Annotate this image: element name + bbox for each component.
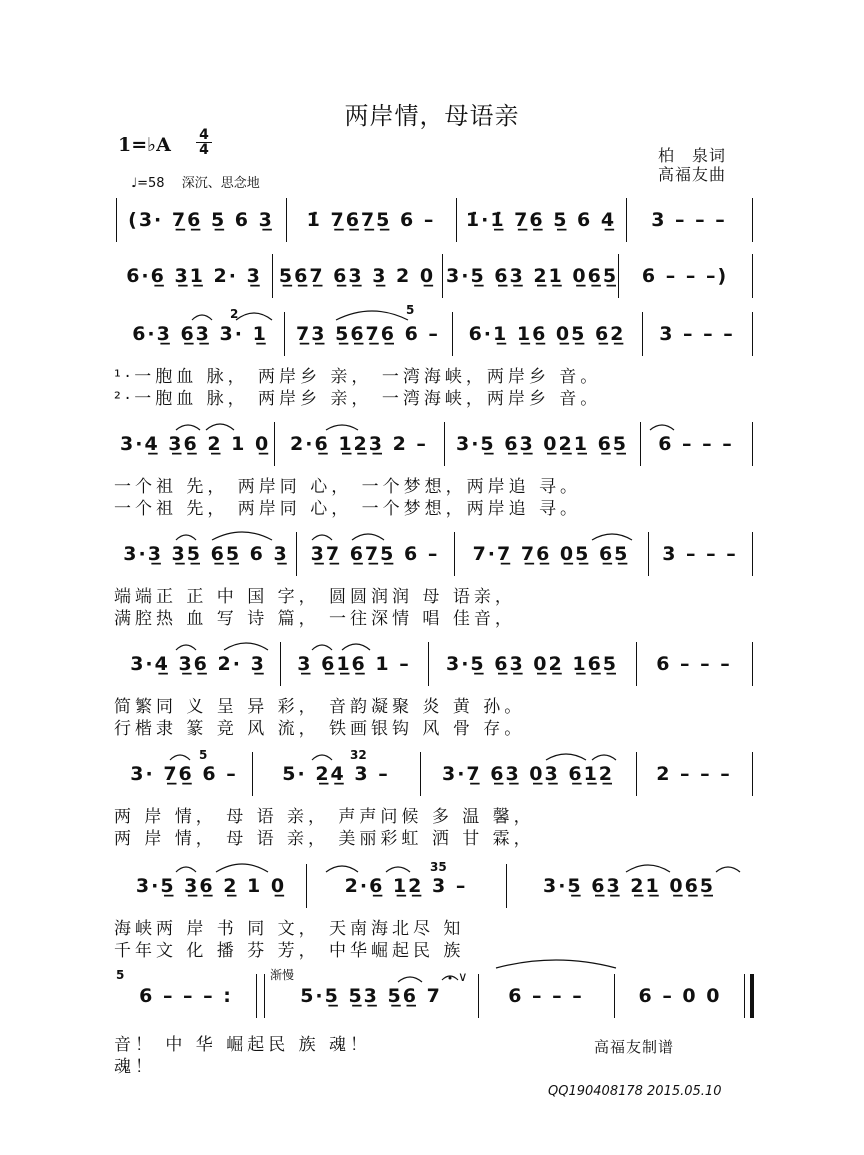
score-maker: 高福友制谱 bbox=[594, 1038, 675, 1056]
measure-5-4: 3 – – – bbox=[662, 543, 738, 565]
slur bbox=[224, 643, 268, 650]
measure-6-3: 3·5̲ 6̲3̲ 0̲2̲ 1̲6̲5̲ bbox=[445, 653, 619, 675]
barline bbox=[752, 312, 753, 356]
slur bbox=[216, 864, 268, 872]
slur bbox=[626, 865, 670, 872]
system-1 bbox=[116, 206, 752, 234]
measure-8-1: 3·5̲ 3̲6̲ 2̲ 1 0̲ bbox=[135, 875, 287, 897]
measure-9-3: 6 – – – bbox=[508, 985, 584, 1007]
lyric-line: 两 岸 情， 母 语 亲， 声声问候 多 温 馨， bbox=[114, 807, 535, 827]
measure-1-4: 3 – – – bbox=[651, 209, 727, 231]
measure-4-2: 2·6̲ 1̲2̲3̲ 2 – bbox=[290, 433, 428, 455]
barline bbox=[752, 532, 753, 576]
fermata-arc bbox=[442, 976, 458, 980]
slur bbox=[236, 313, 272, 320]
measure-3-3: 6·1̲ 1̲6̲ 0̲5̲ 6̲2̲ bbox=[468, 323, 626, 345]
measure-8-3: 3·5̲ 6̲3̲ 2̲1̲ 0̲6̲5̲ bbox=[542, 875, 716, 897]
grace-note-mark: 5 bbox=[406, 303, 415, 317]
measure-6-1: 3·4̲ 3̲6̲ 2· 3̲ bbox=[130, 653, 266, 675]
lyric-line: ²·一胞血 脉， 两岸乡 亲， 一湾海峡，两岸乡 音。 bbox=[114, 389, 602, 409]
measure-6-4: 6 – – – bbox=[656, 653, 732, 675]
measure-2-1: 6·6̲ 3̲1̲ 2· 3̲ bbox=[126, 265, 262, 287]
system-4 bbox=[116, 430, 752, 458]
system-5 bbox=[116, 540, 752, 568]
lyric-line: 一个祖 先， 两岸同 心， 一个梦想，两岸追 寻。 bbox=[114, 499, 582, 519]
measure-4-1: 3·4̲ 3̲6̲ 2̲ 1 0̲ bbox=[120, 433, 271, 455]
measure-8-2: 2·6̲ 1̲2̲ 3 – bbox=[344, 875, 468, 897]
lyricist-credit: 柏 泉词 bbox=[658, 146, 727, 165]
grace-note-mark: 5 bbox=[199, 748, 208, 762]
measure-9-4: 6 – 0 0 bbox=[638, 985, 722, 1007]
barline bbox=[752, 752, 753, 796]
measure-4-4: 6 – – – bbox=[658, 433, 734, 455]
measure-5-3: 7·7̲ 7̲6̲ 0̲5̲ 6̲5̲ bbox=[472, 543, 630, 565]
song-title: 两岸情，母语亲 bbox=[344, 102, 520, 130]
measure-3-1: 6·3̲ 6̲3̲ 3· 1̲ bbox=[132, 323, 268, 345]
measure-3-2: 7̲3̲ 5̲6̲7̲6̲ 6 – bbox=[296, 323, 440, 345]
lyric-line: 千年文 化 播 芬 芳， 中华崛起民 族 bbox=[114, 941, 465, 961]
lyric-line: 满腔热 血 写 诗 篇， 一往深情 唱 佳音， bbox=[114, 609, 516, 629]
system-8 bbox=[116, 872, 752, 900]
measure-7-2: 5· 2̲4̲ 3 – bbox=[282, 763, 390, 785]
lyric-line: 海峡两 岸 书 同 文， 天南海北尽 知 bbox=[114, 919, 465, 939]
grace-note-mark: 32 bbox=[350, 748, 367, 762]
barline bbox=[752, 198, 753, 242]
measure-2-4: 6 – – –) bbox=[641, 265, 729, 287]
barline bbox=[752, 254, 753, 298]
slur bbox=[212, 532, 272, 540]
lyric-line: 魂！ bbox=[114, 1057, 156, 1077]
system-3 bbox=[116, 320, 752, 348]
time-signature-numerator: 4 bbox=[196, 128, 212, 143]
time-signature-denominator: 4 bbox=[199, 142, 209, 158]
measure-7-3: 3·7̲ 6̲3̲ 0̲3̲ 6̲1̲2̲ bbox=[441, 763, 615, 785]
measure-6-2: 3̲ 6̲1̲6̲ 1 – bbox=[297, 653, 411, 675]
slur bbox=[336, 311, 408, 320]
key-signature: 1=♭A bbox=[118, 134, 171, 156]
contact-line: QQ190408178 2015.05.10 bbox=[548, 1084, 722, 1099]
measure-1-1: (3· 7̲6̲ 5̲ 6 3̲ bbox=[128, 209, 274, 231]
barline bbox=[752, 642, 753, 686]
measure-5-1: 3·3̲ 3̲5̲ 6̲5̲ 6 3̲ bbox=[123, 543, 289, 565]
ritardando-mark: 渐慢 bbox=[270, 968, 295, 982]
lyric-line: ¹·一胞血 脉， 两岸乡 亲， 一湾海峡，两岸乡 音。 bbox=[114, 367, 602, 387]
tempo-marking: ♩=58 深沉、思念地 bbox=[131, 176, 260, 191]
measure-2-2: 5̲6̲7̲ 6̲3̲ 3̲ 2 0̲ bbox=[278, 265, 436, 287]
measure-9-2: 5·5̲ 5̲3̲ 5̲6̲ 7 bbox=[300, 985, 442, 1007]
grace-note-mark: 2 bbox=[230, 307, 239, 321]
measure-1-2: 1̇ 7̲6̲7̲5̲ 6 – bbox=[306, 209, 436, 231]
system-6 bbox=[116, 650, 752, 678]
measure-1-3: 1̇·1̲̇ 7̲6̲ 5̲ 6 4̲ bbox=[465, 209, 617, 231]
lyric-line: 音！ 中 华 崛起民 族 魂！ bbox=[114, 1035, 372, 1055]
grace-note-mark: 35 bbox=[430, 860, 447, 874]
tie bbox=[496, 960, 616, 968]
measure-7-1: 3· 7̲6̲ 6 – bbox=[130, 763, 238, 785]
final-barline bbox=[744, 974, 754, 1018]
composer-credit: 高福友曲 bbox=[658, 165, 727, 184]
lyric-line: 两 岸 情， 母 语 亲， 美丽彩虹 洒 甘 霖， bbox=[114, 829, 535, 849]
lyric-line: 一个祖 先， 两岸同 心， 一个梦想，两岸追 寻。 bbox=[114, 477, 582, 497]
time-signature bbox=[196, 128, 212, 157]
barline bbox=[752, 422, 753, 466]
measure-5-2: 3̲7̲ 6̲7̲5̲ 6 – bbox=[310, 543, 440, 565]
grace-note-mark: 5 bbox=[116, 968, 125, 982]
lyric-line: 行楷隶 篆 竞 风 流， 铁画银钩 风 骨 存。 bbox=[114, 719, 526, 739]
measure-4-3: 3·5̲ 6̲3̲ 0̲2̲1̲ 6̲5̲ bbox=[455, 433, 629, 455]
lyric-line: 端端正 正 中 国 字， 圆圆润润 母 语亲， bbox=[114, 587, 516, 607]
fermata-dot bbox=[449, 977, 452, 980]
system-7 bbox=[116, 760, 752, 788]
measure-7-4: 2 – – – bbox=[656, 763, 732, 785]
measure-2-3: 3·5̲ 6̲3̲ 2̲1̲ 0̲6̲5̲ bbox=[446, 265, 619, 287]
system-2 bbox=[116, 262, 752, 290]
measure-3-4: 3 – – – bbox=[659, 323, 735, 345]
lyric-line: 简繁同 义 呈 异 彩， 音韵凝聚 炎 黄 孙。 bbox=[114, 697, 526, 717]
system-9 bbox=[116, 982, 752, 1010]
breath-mark: ∨ bbox=[458, 970, 468, 985]
measure-9-1: 6 – – – : bbox=[139, 985, 233, 1007]
